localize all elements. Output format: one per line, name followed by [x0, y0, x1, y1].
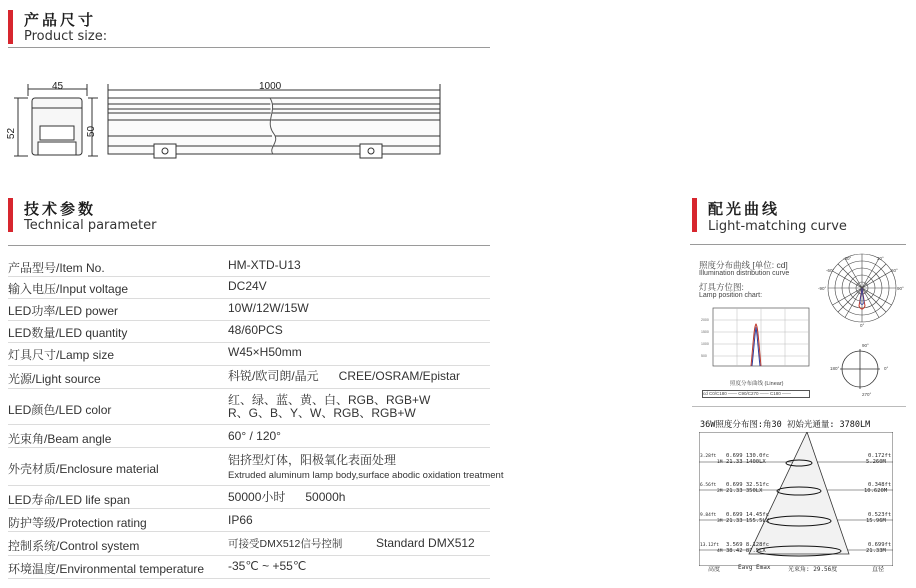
param-value: HM-XTD-U13 [228, 258, 301, 272]
svg-text:2000: 2000 [701, 318, 709, 322]
param-row [8, 448, 504, 486]
cone-right2: 5.260M [866, 459, 886, 465]
chart-legend: cd C0/C180 —— C90/C270 —— C180 —— [702, 390, 810, 398]
param-label: 光源/Light source [8, 372, 101, 386]
light-curve-title: 配光曲线 [708, 200, 781, 218]
cone-footer-height: 高度 [708, 566, 721, 573]
cone-height-m: 3M [717, 519, 723, 524]
linear-chart-caption: 照度分布曲线 (Linear) [730, 381, 784, 387]
technical-subtitle: Technical parameter [24, 218, 157, 233]
param-value: DC24V [228, 279, 267, 293]
param-row [8, 556, 490, 579]
cone-left: 0.699 130.0fc [726, 453, 770, 459]
product-size-subtitle: Product size: [24, 29, 108, 44]
param-row [8, 425, 490, 448]
section-accent-bar [8, 10, 13, 44]
dim-height-left-label: 52 [6, 127, 18, 140]
dist-curve-title: 照度分布曲线 [单位: cd] [699, 260, 788, 270]
param-label: 产品型号/Item No. [8, 261, 105, 275]
param-value-line2: R、G、B、Y、W、RGB、RGB+W [228, 406, 416, 420]
cone-left2: 21.33 1400LX [726, 459, 766, 465]
param-label: 光束角/Beam angle [8, 432, 112, 446]
polar-label: 30° [877, 256, 884, 261]
param-row [8, 255, 490, 277]
section-divider [8, 245, 490, 246]
dim-length-label: 1000 [259, 81, 282, 92]
pos-label-bottom: 270° [862, 392, 872, 397]
dist-curve-title-en: Illumination distribution curve [699, 270, 790, 277]
light-curve-subtitle: Light-matching curve [708, 219, 847, 234]
pos-label-right: 0° [884, 366, 889, 371]
param-row [8, 532, 490, 556]
param-label: LED功率/LED power [8, 304, 119, 318]
cone-right2: 21.33M [866, 548, 886, 554]
cone-right2: 15.96M [866, 518, 886, 524]
dim-height-right-label: 50 [86, 125, 98, 138]
lamp-position-title-en: Lamp position chart: [699, 292, 763, 299]
param-value-en: Standard DMX512 [376, 536, 475, 550]
polar-label: -60° [826, 268, 835, 273]
param-row [8, 486, 490, 509]
section-divider [690, 244, 906, 245]
param-value: 48/60PCS [228, 323, 283, 337]
param-label: 环境温度/Environmental temperature [8, 562, 205, 576]
technical-title: 技术参数 [24, 200, 97, 218]
param-value: 红、绿、蓝、黄、白、RGB、RGB+W [228, 393, 431, 407]
polar-label: 60° [891, 268, 898, 273]
section-divider [8, 47, 490, 48]
param-row [8, 343, 490, 366]
cone-height: 6.56ft [700, 483, 717, 488]
cone-right2: 10.620M [864, 488, 888, 494]
linear-distribution-chart [699, 306, 811, 372]
cone-height-m: 2M [717, 489, 723, 494]
section-accent-bar [692, 198, 697, 232]
polar-label: -90° [818, 286, 827, 291]
param-value: 科锐/欧司朗/晶元 CREE/OSRAM/Epistar [228, 369, 461, 383]
cone-footer-eavg: Eavg Emax [738, 564, 771, 571]
param-label: 外壳材质/Enclosure material [8, 462, 159, 476]
polar-label: -30° [843, 256, 852, 261]
param-value: IP66 [228, 513, 253, 527]
param-row [8, 389, 490, 425]
cone-height-m: 4M [717, 549, 723, 554]
param-label: LED数量/LED quantity [8, 326, 128, 340]
svg-text:1000: 1000 [701, 342, 709, 346]
param-label: LED颜色/LED color [8, 403, 112, 417]
param-label: LED寿命/LED life span [8, 493, 131, 507]
pos-label-top: 90° [862, 343, 869, 348]
svg-text:500: 500 [701, 354, 707, 358]
lamp-position-chart [838, 347, 882, 391]
cone-right: 0.699ft [868, 542, 892, 548]
cone-left: 0.699 32.51fc [726, 482, 770, 488]
cone-height-m: 1M [717, 460, 723, 465]
cone-footer-diameter: 直径 [872, 566, 885, 573]
param-row [8, 299, 490, 321]
product-dimension-drawing [8, 76, 448, 168]
param-value: W45×H50mm [228, 345, 302, 359]
param-value-line2: Extruded aluminum lamp body,surface abodic oxidation treatment [228, 470, 504, 481]
param-row [8, 366, 490, 389]
param-row [8, 277, 490, 299]
lamp-position-title: 灯具方位图: [699, 282, 744, 292]
product-size-title: 产品尺寸 [24, 11, 97, 29]
param-value: 可接受DMX512信号控制 [228, 538, 343, 550]
section-accent-bar [8, 198, 13, 232]
param-row [8, 321, 490, 343]
cone-height: 3.28ft [700, 454, 717, 459]
cone-chart-title: 36W照度分布图:角30 初始光通量: 3780LM [700, 420, 871, 430]
cone-height: 9.84ft [700, 513, 717, 518]
param-label: 防护等级/Protection rating [8, 516, 147, 530]
param-value: 铝挤型灯体，阳极氧化表面处理 [228, 453, 397, 467]
section-divider [692, 406, 906, 407]
polar-distribution-chart [818, 250, 906, 330]
cone-left2: 38.42 87.5LX [726, 548, 766, 554]
cone-footer-beam: 光束角: 29.56度 [788, 566, 838, 573]
cone-left2: 21.33 350LX [726, 488, 763, 494]
cone-right: 0.523ft [868, 512, 892, 518]
param-value: 50000小时 50000h [228, 490, 346, 504]
param-row [8, 509, 490, 532]
param-label: 输入电压/Input voltage [8, 282, 129, 296]
cone-right: 0.172ft [868, 453, 892, 459]
polar-label: 0° [860, 323, 865, 328]
cone-left2: 21.33 155.5LX [726, 518, 770, 524]
param-label: 灯具尺寸/Lamp size [8, 348, 115, 362]
cone-left: 0.699 14.45fc [726, 512, 770, 518]
polar-label: 90° [897, 286, 904, 291]
cone-right: 0.348ft [868, 482, 892, 488]
param-value: 60° / 120° [228, 429, 281, 443]
param-value: -35℃ ~ +55℃ [228, 559, 307, 573]
dim-width-label: 45 [52, 81, 64, 92]
cone-height: 13.12ft [700, 543, 719, 548]
param-value: 10W/12W/15W [228, 301, 309, 315]
cone-left: 3.569 8.128fc [726, 542, 770, 548]
param-label: 控制系统/Control system [8, 539, 140, 553]
svg-text:1500: 1500 [701, 330, 709, 334]
pos-label-left: 180° [830, 366, 840, 371]
